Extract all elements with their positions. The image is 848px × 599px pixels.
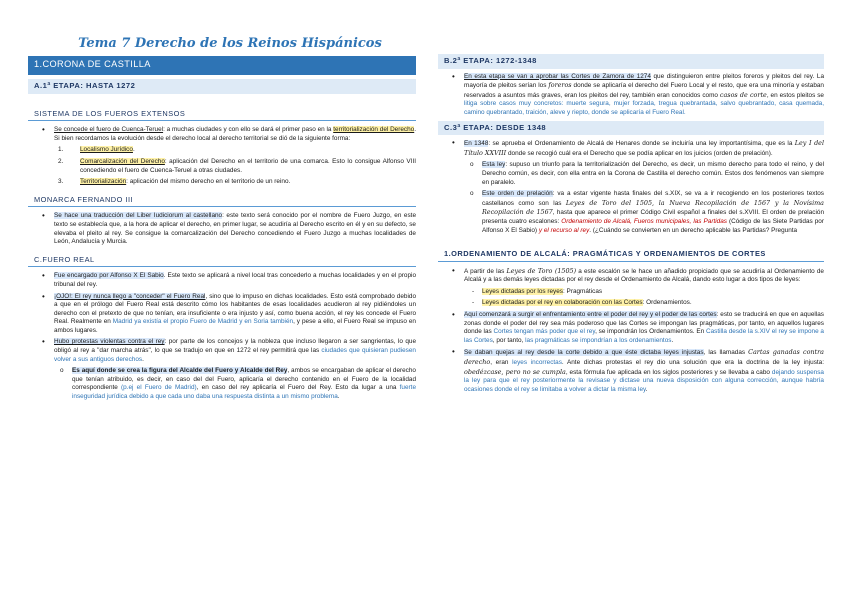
page-title: Tema 7 Derecho de los Reinos Hispánicos (78, 36, 382, 51)
body-text: , se impondrán los Ordenamientos. En (595, 328, 706, 336)
item-number: 3. (58, 178, 64, 186)
body-text: , las llamadas (703, 349, 749, 357)
body-text: , en estos pleitos se (766, 91, 824, 99)
highlight-text: Cortes tengan más poder que el rey (493, 328, 596, 336)
body-text: . (645, 385, 648, 393)
highlight-text: ciudades que quisieran pudiesen volver a sus antiguos derechos (54, 347, 416, 363)
body-text: , ambos se encargaban de aplicar el derecho que tenían atribuido, es decir, en caso del del Fuero, aplicaría el derecho contenido en el Fuero de la localidad correspondiente (72, 367, 416, 392)
highlight-text: Esta ley (482, 161, 506, 169)
highlight-text: casos de corte (719, 90, 767, 99)
list-item (28, 338, 416, 364)
highlight-text: Leyes dictadas por los reyes (482, 287, 563, 295)
highlight-text: las pragmáticas se impondrían a los ordenamientos (525, 336, 672, 344)
section-heading-corona-castilla: 1.CORONA DE CASTILLA (28, 56, 416, 75)
body-text: : Ordenamientos. (642, 299, 692, 307)
body-text: , hasta que aparece el primer Código Civil español a finales del s.XVIII. El orden de prelación presenta cuatro escalones: (482, 209, 825, 225)
list-item (28, 293, 416, 336)
list-item (28, 126, 416, 143)
body-text: : aplicación del mismo derecho en el territorio de un reino. (126, 178, 291, 186)
list-item (438, 311, 824, 345)
highlight-text: obedézcase, pero no se cumpla (464, 367, 566, 376)
body-text: . (142, 355, 144, 363)
highlight-text: Aquí comenzará a surgir el enfrentamiento entre el poder del rey y el poder de las cortes (464, 311, 717, 319)
body-text: : va a estar vigente hasta finales del s.XIX, se va a ir recogiendo en los posteriores textos castellanos como son las (482, 190, 824, 207)
highlight-text: En 1348 (464, 140, 489, 148)
highlight-text: Cartas ganadas contra derecho (464, 348, 824, 367)
body-text: (Código de las Siete Partidas por Alfonso X El Sabio) (482, 217, 824, 234)
body-text: . (337, 393, 340, 401)
body-text: : Pragmáticas (563, 287, 603, 295)
body-text: . Este texto se aplicará a nivel local tras concederlo a muchas localidades y en el propio tribunal del rey. (54, 272, 416, 288)
body-text: a este escalón se le hace un añadido propiciado que se acudiría al Ordenamiento de Alcalá y a las demás leyes dictadas por el rey desde el Ordenamiento de Alcalá, dando esto lugar a dos tipos de leyes: (464, 267, 824, 284)
highlight-text: Leyes dictadas por el rey en colaboración con las Cortes (482, 299, 643, 307)
body-text: , sino que lo impuso en dichas localidades. Esto está comprobado debido a que en el prólogo del Fuero Real está descrito cómo los habitantes de esas localidades acudieron al rey pidiéndoles un derecho con el pretexto de que no tenían, era insuficiente o era injusto y así, como buena acción, el rey les concede el Fuero Real. Realmente en (54, 292, 416, 326)
body-text: . (671, 336, 674, 344)
body-text: : aplicación del Derecho en el territorio de una comarca. Esto lo consigue Alfonso VIII concediendo el fuero de Cuenca-Teruel a otras ciudades. (80, 157, 416, 174)
section-heading-ordenamiento: 1.ORDENAMIENTO DE ALCALÁ: PRAGMÁTICAS Y ORDENAMIENTOS DE CORTES (438, 249, 824, 262)
monarca-list (28, 212, 416, 246)
list-item (438, 161, 824, 187)
body-text: : se aprueba el Ordenamiento de Alcalá de Henares donde se incluiría una ley importantísima, que es la (488, 140, 795, 148)
highlight-text: (p.ej el Fuero de Madrid) (121, 384, 197, 392)
list-item (28, 272, 416, 289)
body-text: : este texto será conocido por el nombre de Fuero Juzgo, en este texto se establecía que, a la hora de aplicar el derecho, en primer lugar, se acudiría al Derecho escrito en él y en su defecto, se elevaba el pleito al rey. Se consigue la comarcalización del Derecho concediendo el Fuero Juzgo a muchas localidades de León, Andalucía y Murcia. (54, 212, 416, 246)
list-item (28, 178, 416, 187)
highlight-text: Castilla desde la s.XIV el rey se impone a las Cortes (464, 328, 824, 344)
highlight-text: Se hace una traducción del Liber Iudiciorum al castellano (54, 212, 223, 220)
fueros-list (28, 126, 416, 143)
section-heading-monarca: MONARCA FERNANDO III (28, 195, 416, 208)
highlight-text: foreros (548, 81, 572, 90)
etapa-3-list (438, 139, 824, 235)
highlight-text: Se concede el fuero de Cuenca-Teruel (54, 126, 164, 134)
body-text: , esta fórmula fue aplicada en los siglos posteriores y se llevaba a cabo (565, 368, 772, 376)
item-number: 1. (58, 146, 64, 154)
list-item (28, 367, 416, 401)
highlight-text: Madrid ya existía el propio Fuero de Madrid y en Soria también (112, 318, 294, 326)
highlight-text: Territorialización (80, 178, 127, 186)
list-item (438, 288, 824, 297)
highlight-text: Ley I del Título XXVIII (464, 139, 825, 157)
highlight-text: Comarcalización del Derecho (80, 157, 165, 165)
list-item (438, 299, 824, 308)
body-text: , por tanto, (492, 336, 526, 344)
highlight-text: fuerte inseguridad jurídica debido a que cada uno daba una respuesta distinta a un mismo problema (72, 384, 416, 401)
section-heading-fueros-extensos: SISTEMA DE LOS FUEROS EXTENSOS (28, 109, 416, 122)
highlight-text: litiga sobre casos muy concretos: muerte segura, mujer forzada, tregua quebrantada, salvo quebrantado, casa quemada, camino quebrantado, traición, aleve y riepto, donde se aplicaría el Fuero Real. (464, 100, 824, 116)
highlight-text: Leyes de Toro (1505) (506, 266, 577, 275)
highlight-text: territorialización del Derecho (333, 126, 415, 134)
highlight-text: Es aquí donde se crea la figura del Alcalde del Fuero y Alcalde del Rey (72, 367, 288, 375)
highlight-text: Localismo Jurídico (80, 146, 133, 154)
list-item (28, 158, 416, 175)
highlight-text: Leyes de Toro del 1505, la Nueva Recopilación de 1567 y la Novísima Recopilación de 1567 (482, 198, 824, 217)
body-text: : por parte de los concejos y la nobleza que incluso llegaron a ser sangrientas, lo que obligó al rey a "dar marcha atrás", lo que se tradujo en que en 1272 el rey permitirá que las (54, 338, 417, 355)
body-text: . Ante dichas protestas el rey dio una solución que era la doctrina de la ley injusta: (561, 359, 824, 367)
highlight-text: Hubo protestas violentas contra el rey (54, 338, 165, 346)
list-item (438, 190, 824, 235)
highlight-text: Fue encargado por Alfonso X El Sabio (54, 272, 164, 280)
fuero-real-list (28, 272, 416, 401)
body-text: , eran (490, 359, 513, 367)
list-item (28, 212, 416, 246)
list-item (438, 267, 824, 285)
list-item (438, 139, 824, 158)
body-text: , en caso del rey aplicaría el Fuero del Rey. Esto da lugar a una (196, 384, 400, 392)
evolution-list (28, 146, 416, 186)
body-text: donde se recogió cuál era el Derecho que se podía aplicar en los juicios (orden de prelación). (506, 149, 773, 157)
highlight-text: Se daban quejas al rey desde la corte debido a que éste dictaba leyes injustas (464, 349, 704, 357)
body-text: . Si bien recordamos la evolución desde el derecho local al derecho territorial se dió de la siguiente forma: (54, 126, 417, 142)
etapa-2-list (438, 73, 824, 118)
body-text: A partir de las (464, 267, 507, 275)
section-heading-etapa-1: A.1ª ETAPA: HASTA 1272 (28, 79, 416, 94)
body-text: : a muchas ciudades y con ello se dará el primer paso en la (163, 126, 334, 134)
list-item (438, 348, 824, 394)
body-text: . (¿Cuándo se convierten en un derecho aplicable las Partidas? Pregunta (589, 226, 798, 234)
body-text: , y pese a ello, el Fuero Real se impuso en ambos lugares. (54, 318, 416, 334)
highlight-text: Este orden de prelación (482, 190, 553, 198)
highlight-text: dejando suspensa la ley para que el rey posteriormente la revisase y dictase una nueva disposición con alguna corrección, aunque habría ocasiones donde el rey se limitaba a volver a dictar la misma ley (464, 368, 824, 393)
section-heading-etapa-3: C.3ª ETAPA: DESDE 1348 (438, 121, 824, 136)
body-text: que distinguieron entre pleitos foreros y pleitos del rey. La mayoría de pleitos serían los (464, 72, 824, 90)
list-item (28, 146, 416, 155)
item-number: 2. (58, 157, 64, 165)
highlight-text: En esta etapa se van a aprobar las Cortes de Zamora de 1274 (464, 72, 651, 80)
highlight-text: Ordenamiento de Alcalá, Fueros municipales, las Partidas (561, 217, 727, 225)
body-text: : esto se traducirá en que en aquellas zonas donde el poder del rey sea más poderoso que las Cortes se impongan las pragmáticas, por tanto, en aquellos lugares donde las (464, 311, 824, 336)
highlight-text: leyes incorrectas (512, 359, 562, 367)
right-column (438, 54, 824, 397)
section-heading-etapa-2: B.2ª ETAPA: 1272-1348 (438, 54, 824, 69)
left-column (28, 56, 416, 405)
body-text: : supuso un triunfo para la territorialización del Derecho, es decir, un mismo derecho para todo el reino, y del Derecho común, es decir, con ella entra en la Corona de Castilla el derecho común. Estos dos fenómenos van siempre en paralelo. (482, 161, 825, 186)
body-text: . (132, 146, 135, 154)
ordenamiento-list (438, 267, 824, 395)
highlight-text: ¡OJO!: El rey nunca llego a "conceder" el Fuero Real (54, 292, 206, 300)
body-text: donde se aplicaría el derecho del Fuero Local y el resto, que era una minoría y estaban reservados a asuntos más graves, eran los pleitos del rey, también eran conocidos como (464, 82, 824, 99)
highlight-text: y el recurso al rey (538, 226, 590, 234)
section-heading-fuero-real: C.FUERO REAL (28, 255, 416, 268)
list-item (438, 73, 824, 118)
